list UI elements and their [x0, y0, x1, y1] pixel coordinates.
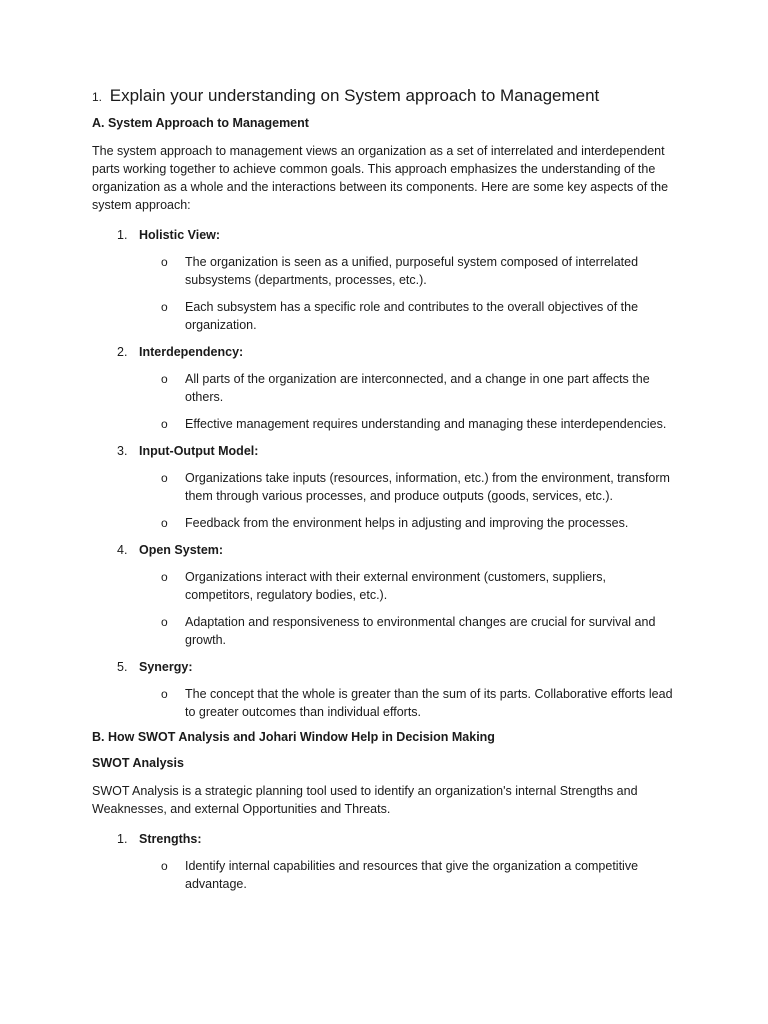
list-label: Interdependency: [139, 345, 244, 359]
list-label: Open System: [139, 543, 224, 557]
list-label: Synergy: [139, 660, 193, 674]
bullet-item [92, 514, 676, 532]
list-number: 1. [117, 832, 128, 846]
swot-subheading: SWOT Analysis [92, 756, 184, 770]
bullet-icon: o [161, 300, 168, 314]
list-item [92, 830, 676, 893]
list-number: 5. [117, 660, 128, 674]
list-number: 2. [117, 345, 128, 359]
bullet-item [92, 568, 676, 604]
list-number: 1. [117, 228, 128, 242]
list-item-heading [92, 830, 676, 848]
swot-intro: SWOT Analysis is a strategic planning tool used to identify an organization's internal Strengths and Weaknesses, and external Opportunities and Threats. [92, 784, 638, 816]
bullet-icon: o [161, 417, 168, 431]
bullet-icon: o [161, 372, 168, 386]
list-number: 3. [117, 444, 128, 458]
list-item-heading [92, 541, 676, 559]
bullet-list [92, 568, 676, 649]
section-a-intro: The system approach to management views an organization as a set of interrelated and interdependent parts working together to achieve common goals. This approach emphasizes the understanding of the organization as a whole and the interactions between its components. Here are some key aspects of the system approach: [92, 144, 669, 212]
bullet-item [92, 685, 676, 721]
bullet-list [92, 685, 676, 721]
list-item-heading [92, 658, 676, 676]
list-item-heading [92, 442, 676, 460]
bullet-icon: o [161, 859, 168, 873]
bullet-list [92, 370, 676, 433]
bullet-text: Organizations take inputs (resources, information, etc.) from the environment, transform them through various processes, and produce outputs (goods, services, etc.). [185, 471, 670, 503]
bullet-item [92, 857, 676, 893]
bullet-text: Feedback from the environment helps in adjusting and improving the processes. [185, 516, 629, 530]
list-item [92, 226, 676, 334]
bullet-item [92, 253, 676, 289]
bullet-list [92, 253, 676, 334]
bullet-list [92, 857, 676, 893]
title-number: 1. [92, 90, 103, 104]
swot-list [92, 830, 676, 893]
list-label: Holistic View: [139, 228, 221, 242]
list-number: 4. [117, 543, 128, 557]
list-item [92, 343, 676, 433]
section-a-heading: A. System Approach to Management [92, 116, 309, 130]
list-label: Input-Output Model: [139, 444, 259, 458]
bullet-text: The organization is seen as a unified, purposeful system composed of interrelated subsystems (departments, processes, etc.). [185, 255, 639, 287]
list-label: Strengths: [139, 832, 202, 846]
bullet-item [92, 469, 676, 505]
bullet-item [92, 370, 676, 406]
bullet-item [92, 298, 676, 334]
list-item-heading [92, 343, 676, 361]
bullet-icon: o [161, 255, 168, 269]
bullet-item [92, 613, 676, 649]
section-b-heading: B. How SWOT Analysis and Johari Window Help in Decision Making [92, 730, 495, 744]
bullet-icon: o [161, 516, 168, 530]
bullet-item [92, 415, 676, 433]
bullet-icon: o [161, 570, 168, 584]
bullet-text: The concept that the whole is greater than the sum of its parts. Collaborative efforts lead to greater outcomes than individual efforts. [185, 687, 673, 719]
list-item [92, 658, 676, 721]
title-text: Explain your understanding on System approach to Management [109, 86, 600, 105]
bullet-list [92, 469, 676, 532]
bullet-text: Identify internal capabilities and resources that give the organization a competitive advantage. [185, 859, 639, 891]
bullet-text: Each subsystem has a specific role and contributes to the overall objectives of the organization. [185, 300, 639, 332]
list-item [92, 541, 676, 649]
bullet-text: All parts of the organization are interconnected, and a change in one part affects the others. [185, 372, 650, 404]
bullet-text: Organizations interact with their external environment (customers, suppliers, competitors, regulatory bodies, etc.). [185, 570, 607, 602]
bullet-icon: o [161, 615, 168, 629]
bullet-text: Adaptation and responsiveness to environmental changes are crucial for survival and growth. [185, 615, 656, 647]
list-item-heading [92, 226, 676, 244]
section-a-list [92, 226, 676, 721]
bullet-icon: o [161, 687, 168, 701]
bullet-text: Effective management requires understanding and managing these interdependencies. [185, 417, 667, 431]
bullet-icon: o [161, 471, 168, 485]
document-title [92, 86, 676, 106]
list-item [92, 442, 676, 532]
